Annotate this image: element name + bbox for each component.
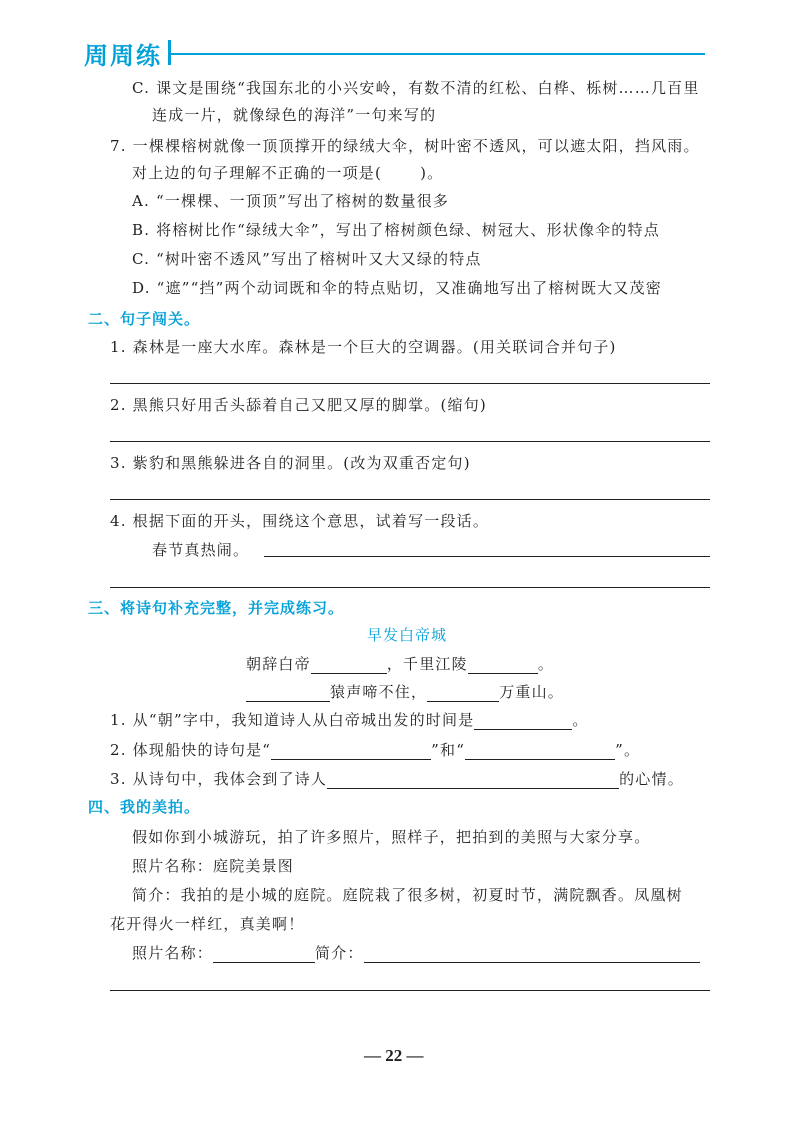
section3-q1 <box>110 710 589 730</box>
section4-desc-label: 简介： <box>315 944 364 962</box>
section4-example-desc-line1: 简介：我拍的是小城的庭院。庭院栽了很多树，初夏时节，满院飘香。凤凰树 <box>132 886 683 904</box>
section3-q3-blank[interactable] <box>327 772 619 789</box>
poem-line1-blank2[interactable] <box>468 657 538 674</box>
section3-q2 <box>110 740 640 760</box>
q7-stem: 7. 一棵棵榕树就像一顶顶撑开的绿绒大伞，树叶密不透风，可以遮太阳，挡风雨。 <box>110 137 700 155</box>
section4-name-label: 照片名称： <box>132 944 214 962</box>
poem-line1-part-b: ，千里江陵 <box>386 655 468 673</box>
q7-option-a: A. “一棵棵、一顶顶”写出了榕树的数量很多 <box>132 192 450 210</box>
section2-item3-answer-line[interactable] <box>110 499 710 500</box>
section4-answer-row <box>132 943 700 963</box>
q6-option-c-line1: C. 课文是围绕“我国东北的小兴安岭，有数不清的红松、白桦、栎树……几百里 <box>132 79 700 97</box>
poem-line2-blank1[interactable] <box>246 685 330 702</box>
poem-line1-blank1[interactable] <box>311 657 387 674</box>
section2-item4-answer-line1[interactable] <box>264 556 710 557</box>
poem-title: 早发白帝城 <box>367 626 448 644</box>
section3-q2-end: ”。 <box>615 741 641 759</box>
section2-item4-start: 春节真热闹。 <box>152 541 250 559</box>
section3-q2-blank2[interactable] <box>465 743 615 760</box>
q6-option-c-line2: 连成一片，就像绿色的海洋”一句来写的 <box>152 106 437 124</box>
section4-name-blank[interactable] <box>213 946 315 963</box>
section3-q3-end: 的心情。 <box>619 770 684 788</box>
brand-rule-line <box>170 53 705 55</box>
section3-q3-text: 3. 从诗句中，我体会到了诗人 <box>110 770 328 788</box>
q7-question <box>132 163 443 183</box>
section3-q2-mid: ”和“ <box>431 741 466 759</box>
section4-example-desc-line2: 花开得火一样红，真美啊！ <box>110 915 305 933</box>
section4-intro: 假如你到小城游玩，拍了许多照片，照样子，把拍到的美照与大家分享。 <box>132 828 651 846</box>
poem-line1 <box>246 654 554 674</box>
section3-q3 <box>110 769 684 789</box>
section3-q2-text: 2. 体现船快的诗句是“ <box>110 741 272 759</box>
poem-line2-blank2[interactable] <box>427 685 499 702</box>
section2-item1: 1. 森林是一座大水库。森林是一个巨大的空调器。(用关联词合并句子) <box>110 338 617 356</box>
section2-item2-answer-line[interactable] <box>110 441 710 442</box>
page-number: — 22 — <box>364 1046 424 1065</box>
section2-item2: 2. 黑熊只好用舌头舔着自己又肥又厚的脚掌。(缩句) <box>110 396 487 414</box>
section4-desc-blank[interactable] <box>364 946 700 963</box>
section4-title: 四、我的美拍。 <box>88 798 201 816</box>
poem-line2-part-a: 猿声啼不住， <box>330 683 428 701</box>
q7-question-suffix: )。 <box>420 164 444 182</box>
section4-example-name: 照片名称：庭院美景图 <box>132 857 295 875</box>
section2-item1-answer-line[interactable] <box>110 383 710 384</box>
section4-answer-line2[interactable] <box>110 990 710 991</box>
poem-line1-part-a: 朝辞白帝 <box>246 655 311 673</box>
q7-question-prefix: 对上边的句子理解不正确的一项是( <box>132 164 383 182</box>
section3-q1-text: 1. 从“朝”字中，我知道诗人从白帝城出发的时间是 <box>110 711 475 729</box>
q7-option-b: B. 将榕树比作“绿绒大伞”，写出了榕树颜色绿、树冠大、形状像伞的特点 <box>132 221 660 239</box>
section3-q1-end: 。 <box>572 711 589 729</box>
section2-item4-answer-line2[interactable] <box>110 587 710 588</box>
q7-option-d: D. “遮”“挡”两个动词既和伞的特点贴切，又准确地写出了榕树既大又茂密 <box>132 279 662 297</box>
section3-title: 三、将诗句补充完整，并完成练习。 <box>88 599 345 617</box>
section2-title: 二、句子闯关。 <box>88 310 201 328</box>
section2-item4: 4. 根据下面的开头，围绕这个意思，试着写一段话。 <box>110 512 490 530</box>
poem-line2 <box>246 682 564 702</box>
poem-line1-end: 。 <box>537 655 555 673</box>
brand-title: 周周练 <box>84 42 162 70</box>
poem-line2-part-b: 万重山。 <box>499 683 565 701</box>
section2-item3: 3. 紫豹和黑熊躲进各自的洞里。(改为双重否定句) <box>110 454 471 472</box>
section3-q1-blank[interactable] <box>474 713 572 730</box>
q7-option-c: C. “树叶密不透风”写出了榕树叶又大又绿的特点 <box>132 250 482 268</box>
section3-q2-blank1[interactable] <box>271 743 431 760</box>
